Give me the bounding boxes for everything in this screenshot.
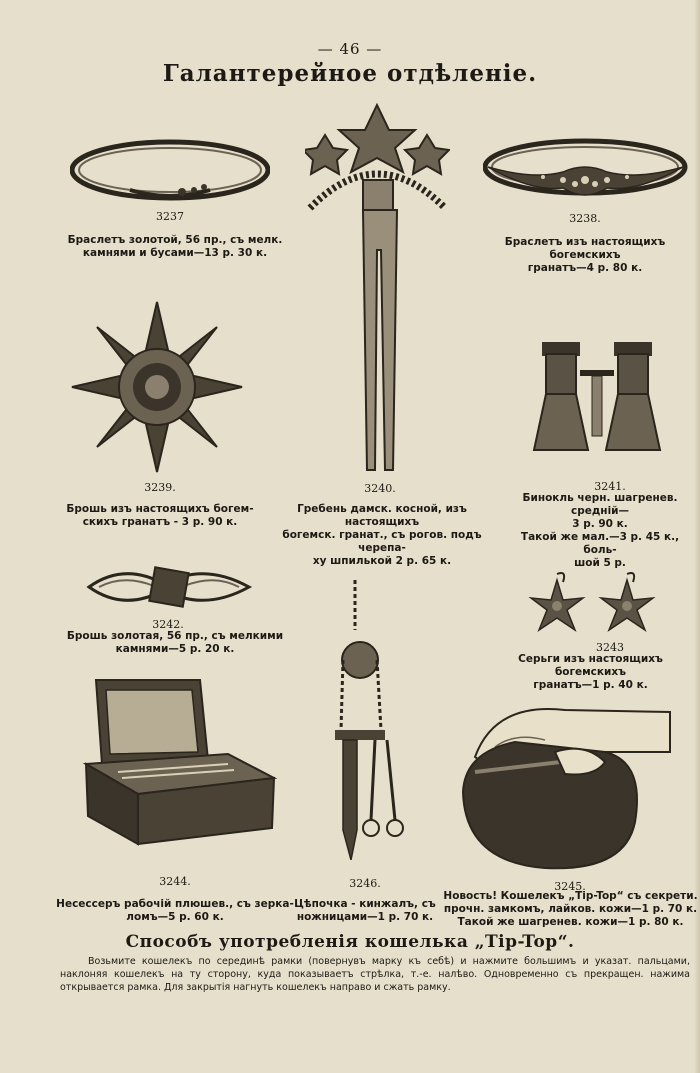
item-number: 3238. bbox=[569, 212, 601, 225]
item-caption: Брошь золотая, 56 пр., съ мелкими камнями—5 р. 20 к. bbox=[66, 630, 284, 655]
page-number: — 46 — bbox=[317, 40, 383, 58]
item-caption: Бинокль черн. шагренев. средній— 3 р. 90 к. Такой же мал.—3 р. 45 к., боль- шой 5 р. bbox=[520, 492, 680, 569]
hair-comb-icon bbox=[305, 100, 450, 475]
item-number: 3243 bbox=[596, 641, 624, 654]
item-caption: Серьги изъ настоящихъ богемскихъ гранатъ—1 р. 40 к. bbox=[518, 653, 663, 691]
item-caption: Брошь изъ настоящихъ богем- скихъ гранатъ - 3 р. 90 к. bbox=[66, 503, 254, 528]
item-caption: Браслетъ золотой, 56 пр., съ мелк. камнями и бусами—13 р. 30 к. bbox=[67, 234, 283, 259]
item-number: 3244. bbox=[159, 875, 191, 888]
sewing-case-icon bbox=[78, 678, 278, 848]
page-title: Галантерейное отдѣленіе. bbox=[162, 60, 538, 87]
item-caption: Гребень дамск. косной, изъ настоящихъ богемск. гранат., съ рогов. подъ черепа- ху шпилькой 2 р. 65 к. bbox=[282, 503, 482, 567]
usage-instructions: Возьмите кошелекъ по серединѣ рамки (повернувъ марку къ себѣ) и нажмите большимъ и указат. пальцами, наклоняя кошелекъ на ту сторону, куда показываетъ стрѣлка, т.-е. налѣво. Одновременно съ прекращен. нажима открывается рамка. Для закрытія нагнуть кошелекъ направо и сжать рамку. bbox=[60, 956, 690, 993]
item-number: 3239. bbox=[144, 481, 176, 494]
bar-brooch-icon bbox=[84, 562, 254, 612]
item-number: 3246. bbox=[349, 877, 381, 890]
item-number: 3241. bbox=[594, 480, 626, 493]
item-number: 3240. bbox=[364, 482, 396, 495]
star-brooch-icon bbox=[70, 300, 245, 475]
purse-in-hand-icon bbox=[455, 692, 680, 872]
item-number: 3245. bbox=[554, 880, 586, 893]
item-caption: Новость! Кошелекъ „Tip-Top“ съ секрети. прочн. замкомъ, лайков. кожи—1 р. 70 к. Такой же шагренев. кожи—1 р. 80 к. bbox=[443, 890, 698, 928]
earrings-icon bbox=[527, 570, 662, 640]
garnet-bracelet-icon bbox=[483, 132, 688, 207]
item-caption: Несессеръ рабочій плюшев., съ зерка- ломъ—5 р. 60 к. bbox=[56, 898, 294, 923]
bracelet-icon bbox=[70, 132, 270, 207]
item-number: 3242. bbox=[152, 618, 184, 631]
item-number: 3237 bbox=[156, 210, 184, 223]
section-subtitle: Способъ употребленія кошелька „Tip-Top“. bbox=[125, 932, 575, 952]
item-caption: Цѣпочка - кинжалъ, съ ножницами—1 р. 70 к. bbox=[294, 898, 436, 923]
item-caption: Браслетъ изъ настоящихъ богемскихъ гранатъ—4 р. 80 к. bbox=[504, 236, 666, 274]
binoculars-icon bbox=[532, 340, 662, 460]
chatelaine-icon bbox=[325, 580, 405, 860]
